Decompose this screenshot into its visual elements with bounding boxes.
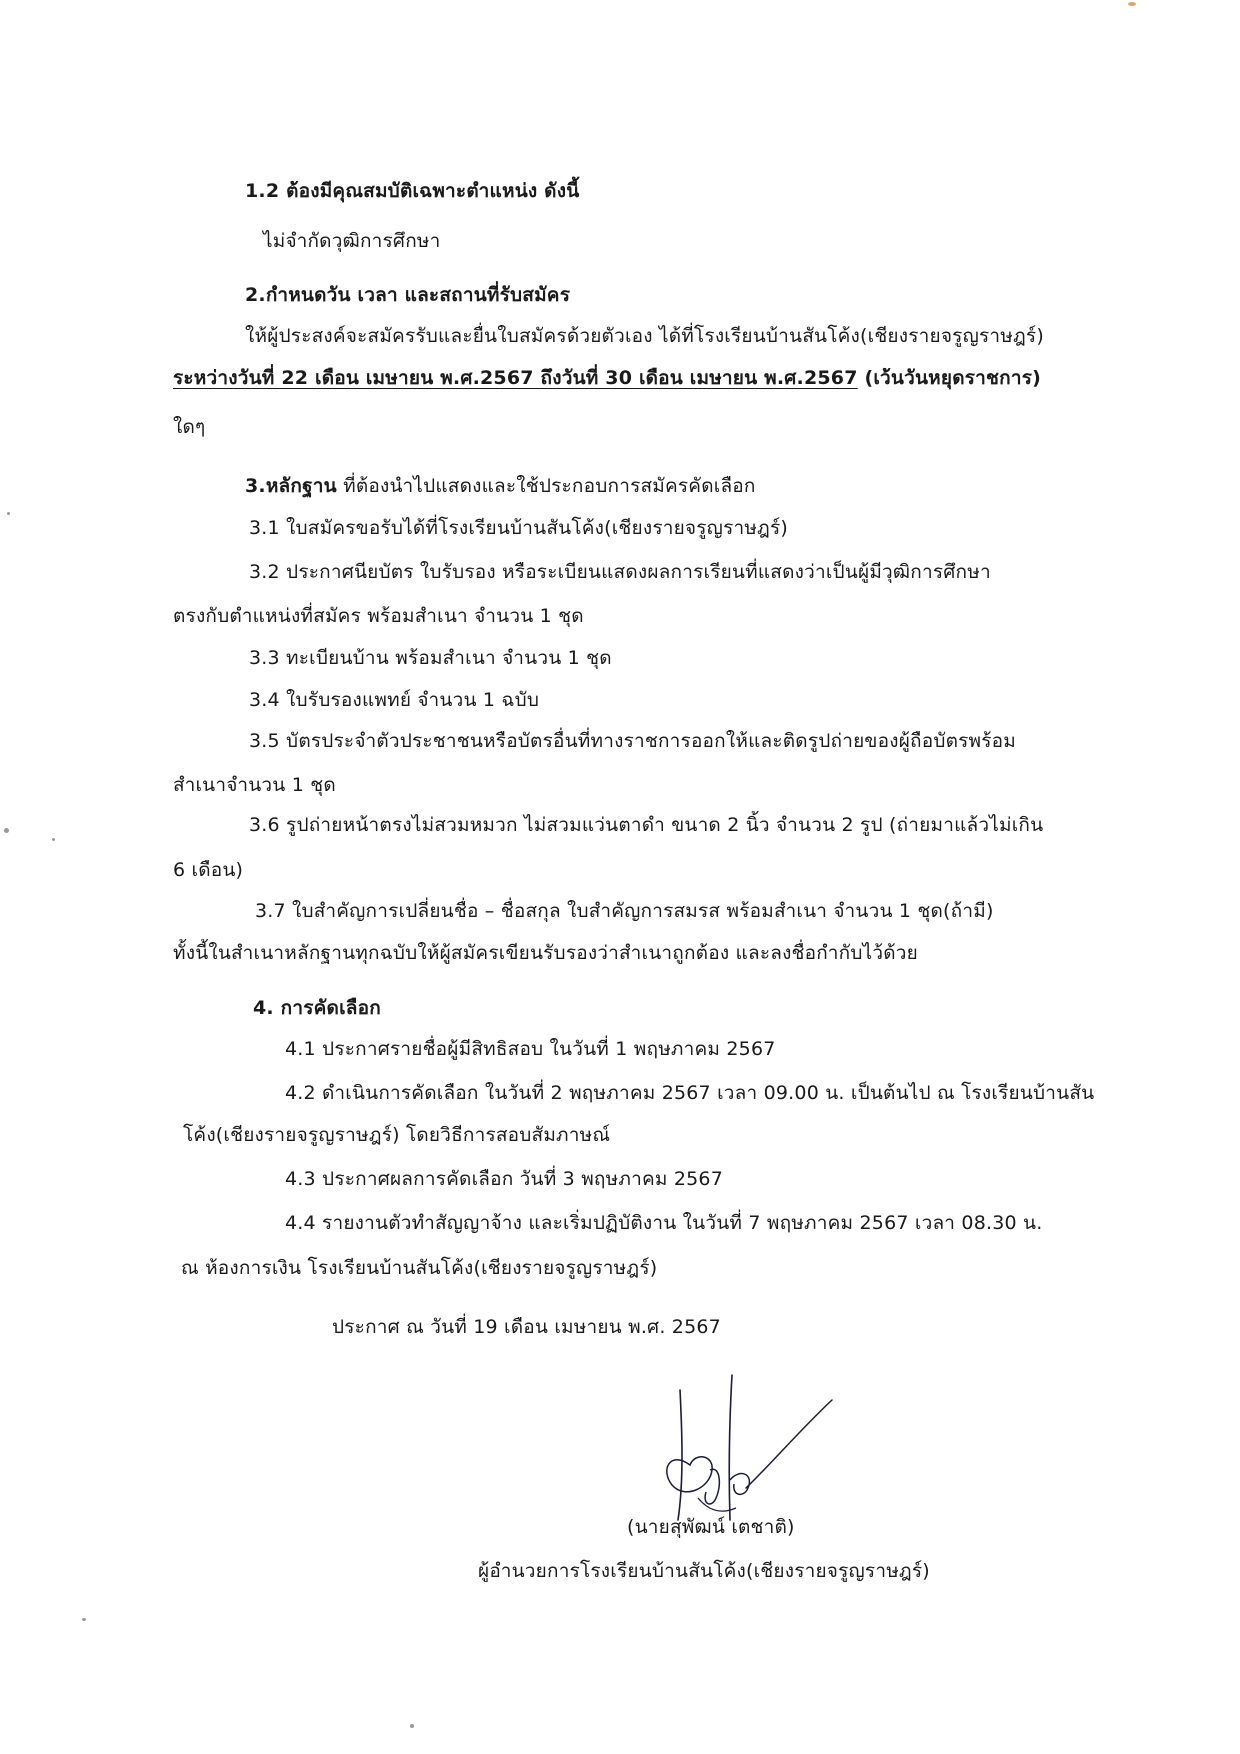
item-3-6-line1: 3.6 รูปถ่ายหน้าตรงไม่สวมหมวก ไม่สวมแว่นตาดำ ขนาด 2 นิ้ว จำนวน 2 รูป (ถ่ายมาแล้วไม่เกิน [249,814,1044,836]
item-4-2-line1: 4.2 ดำเนินการคัดเลือก ในวันที่ 2 พฤษภาคม 2567 เวลา 09.00 น. เป็นต้นไป ณ โรงเรียนบ้านสัน [285,1082,1095,1104]
item-4-4-line1: 4.4 รายงานตัวทำสัญญาจ้าง และเริ่มปฏิบัติงาน ในวันที่ 7 พฤษภาคม 2567 เวลา 08.30 น. [285,1212,1043,1234]
item-3-1: 3.1 ใบสมัครขอรับได้ที่โรงเรียนบ้านสันโค้ง(เชียงรายจรูญราษฎร์) [249,517,789,539]
item-3-5-line1: 3.5 บัตรประจำตัวประชาชนหรือบัตรอื่นที่ทางราชการออกให้และติดรูปถ่ายของผู้ถือบัตรพร้อม [249,730,1017,752]
scan-speck [410,1724,414,1728]
section-2-heading: 2.กำหนดวัน เวลา และสถานที่รับสมัคร [245,284,571,306]
item-3-4: 3.4 ใบรับรองแพทย์ จำนวน 1 ฉบับ [249,689,540,711]
application-period: ระหว่างวันที่ 22 เดือน เมษายน พ.ศ.2567 ถึงวันที่ 30 เดือน เมษายน พ.ศ.2567 [173,367,858,389]
item-3-5-line2: สำเนาจำนวน 1 ชุด [173,774,336,796]
item-4-2-line2: โค้ง(เชียงรายจรูญราษฎร์) โดยวิธีการสอบสัมภาษณ์ [183,1124,611,1146]
section-3-heading-bold: 3.หลักฐาน [245,475,337,497]
scan-speck [7,512,10,515]
signatory-name: (นายสุพัฒน์ เตชาติ) [627,1516,795,1538]
announcement-date: ประกาศ ณ วันที่ 19 เดือน เมษายน พ.ศ. 2567 [332,1316,721,1338]
application-period-note: (เว้นวันหยุดราชการ) [857,367,1041,389]
item-3-2-line1: 3.2 ประกาศนียบัตร ใบรับรอง หรือระเบียนแสดงผลการเรียนที่แสดงว่าเป็นผู้มีวุฒิการศึกษา [249,561,991,583]
section-3-note: ทั้งนี้ในสำเนาหลักฐานทุกฉบับให้ผู้สมัครเขียนรับรองว่าสำเนาถูกต้อง และลงชื่อกำกับไว้ด้วย [173,942,918,964]
item-4-4-line2: ณ ห้องการเงิน โรงเรียนบ้านสันโค้ง(เชียงรายจรูญราษฎร์) [181,1257,658,1279]
signatory-title: ผู้อำนวยการโรงเรียนบ้านสันโค้ง(เชียงรายจรูญราษฎร์) [478,1560,930,1582]
section-4-heading: 4. การคัดเลือก [253,997,381,1019]
scan-speck [52,838,55,841]
handwritten-signature [650,1370,855,1535]
scan-speck [1128,2,1136,6]
scan-speck [82,1618,86,1621]
section-3-heading-rest: ที่ต้องนำไปแสดงและใช้ประกอบการสมัครคัดเลือก [336,475,756,497]
section-2-period [173,365,1041,391]
item-4-1: 4.1 ประกาศรายชื่อผู้มีสิทธิสอบ ในวันที่ 1 พฤษภาคม 2567 [285,1038,776,1060]
section-1-2-heading: 1.2 ต้องมีคุณสมบัติเฉพาะตำแหน่ง ดังนี้ [245,180,580,202]
section-3-heading [245,473,756,499]
item-3-3: 3.3 ทะเบียนบ้าน พร้อมสำเนา จำนวน 1 ชุด [249,647,612,669]
item-4-3: 4.3 ประกาศผลการคัดเลือก วันที่ 3 พฤษภาคม 2567 [285,1168,723,1190]
item-3-2-line2: ตรงกับตำแหน่งที่สมัคร พร้อมสำเนา จำนวน 1 ชุด [173,605,584,627]
item-3-7: 3.7 ใบสำคัญการเปลี่ยนชื่อ – ชื่อสกุล ใบสำคัญการสมรส พร้อมสำเนา จำนวน 1 ชุด(ถ้ามี) [255,900,994,922]
section-1-2-text: ไม่จำกัดวุฒิการศึกษา [263,230,441,252]
section-2-line1: ให้ผู้ประสงค์จะสมัครรับและยื่นใบสมัครด้วยตัวเอง ได้ที่โรงเรียนบ้านสันโค้ง(เชียงรายจรูญราษฎร์) [245,325,1044,347]
section-2-line3: ใดๆ [173,416,206,438]
scan-speck [4,828,9,833]
item-3-6-line2: 6 เดือน) [173,859,244,881]
